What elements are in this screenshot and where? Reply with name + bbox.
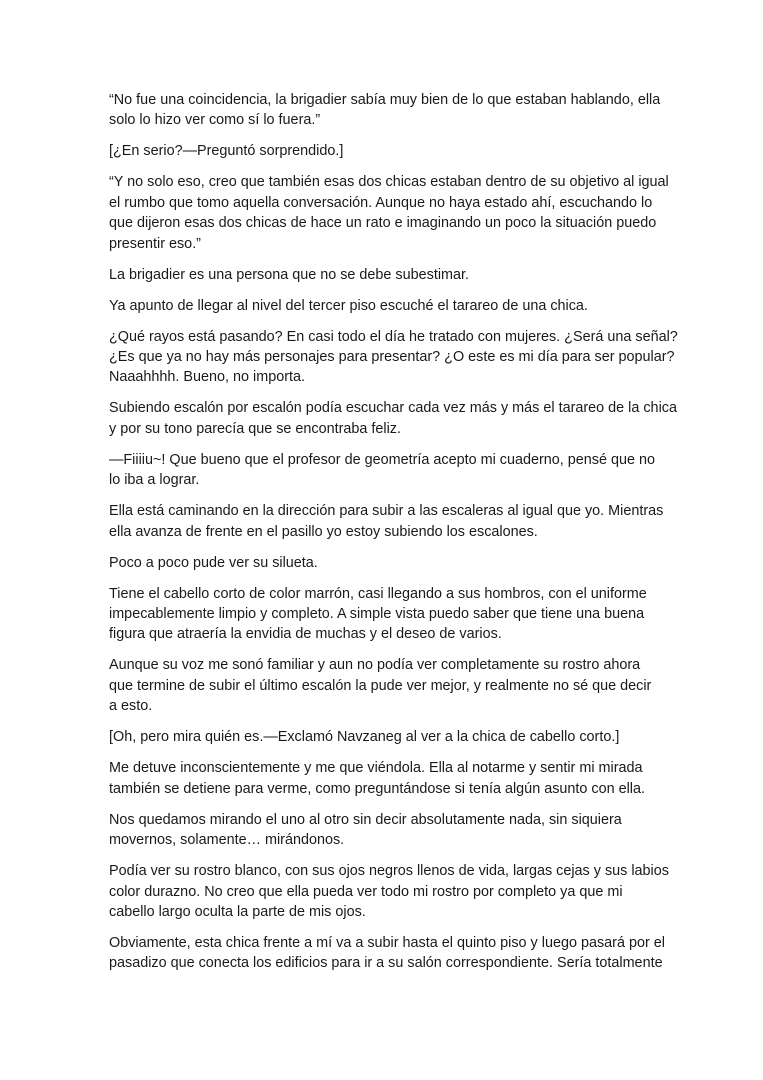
paragraph — [109, 296, 657, 316]
text-line: Ella está caminando en la dirección para subir a las escaleras al igual que yo. Mientras — [109, 503, 664, 520]
text-line: movernos, solamente… mirándonos. — [109, 832, 345, 849]
text-line: figura que atraería la envidia de muchas y el deseo de varios. — [109, 626, 502, 643]
text-line: lo iba a lograr. — [109, 472, 200, 489]
text-line: que dijeron esas dos chicas de hace un rato e imaginando un poco la situación puedo — [109, 215, 657, 232]
paragraph — [109, 758, 657, 799]
paragraph — [109, 327, 678, 388]
text-line: a esto. — [109, 698, 153, 715]
paragraph — [109, 655, 657, 716]
text-line: Ya apunto de llegar al nivel del tercer piso escuché el tarareo de una chica. — [109, 297, 588, 314]
text-line: y por su tono parecía que se encontraba feliz. — [109, 420, 401, 437]
text-line: ¿Es que ya no hay más personajes para presentar? ¿O este es mi día para ser popular? — [109, 349, 675, 366]
paragraph — [109, 727, 657, 747]
text-line: que termine de subir el último escalón la pude ver mejor, y realmente no sé que decir — [109, 677, 652, 694]
paragraph — [109, 90, 661, 131]
text-line: Subiendo escalón por escalón podía escuchar cada vez más y más el tarareo de la chica — [109, 400, 677, 417]
paragraph — [109, 450, 657, 491]
text-line: “Y no solo eso, creo que también esas dos chicas estaban dentro de su objetivo al igual — [109, 174, 669, 191]
text-line: solo lo hizo ver como sí lo fuera.” — [109, 112, 321, 129]
paragraph — [109, 861, 669, 922]
text-line: Obviamente, esta chica frente a mí va a subir hasta el quinto piso y luego pasará por el — [109, 934, 665, 951]
text-line: también se detiene para verme, como preguntándose si tenía algún asunto con ella. — [109, 780, 645, 797]
text-line: color durazno. No creo que ella pueda ver todo mi rostro por completo ya que mi — [109, 883, 623, 900]
text-line: cabello largo oculta la parte de mis ojos. — [109, 903, 366, 920]
paragraph — [109, 141, 657, 161]
document-body — [109, 90, 678, 984]
text-line: pasadizo que conecta los edificios para ir a su salón correspondiente. Sería totalmente — [109, 955, 663, 972]
text-line: presentir eso.” — [109, 235, 201, 252]
text-line: Naaahhhh. Bueno, no importa. — [109, 369, 306, 386]
text-line: Me detuve inconscientemente y me que viéndola. Ella al notarme y sentir mi mirada — [109, 760, 643, 777]
text-line: Poco a poco pude ver su silueta. — [109, 554, 318, 571]
text-line: —Fiiiiu~! Que bueno que el profesor de geometría acepto mi cuaderno, pensé que no — [109, 451, 655, 468]
text-line: [¿En serio?—Preguntó sorprendido.] — [109, 143, 344, 160]
paragraph — [109, 810, 657, 851]
paragraph — [109, 172, 669, 254]
text-line: el rumbo que tomo aquella conversación. Aunque no haya estado ahí, escuchando lo — [109, 194, 653, 211]
paragraph — [109, 398, 677, 439]
text-line: “No fue una coincidencia, la brigadier sabía muy bien de lo que estaban hablando, ella — [109, 92, 661, 108]
paragraph — [109, 933, 665, 974]
paragraph — [109, 584, 657, 645]
text-line: ¿Qué rayos está pasando? En casi todo el día he tratado con mujeres. ¿Será una señal? — [109, 328, 678, 345]
text-line: ella avanza de frente en el pasillo yo estoy subiendo los escalones. — [109, 523, 538, 540]
text-line: Podía ver su rostro blanco, con sus ojos negros llenos de vida, largas cejas y sus labios — [109, 863, 669, 880]
paragraph — [109, 265, 657, 285]
paragraph — [109, 553, 657, 573]
text-line: [Oh, pero mira quién es.—Exclamó Navzaneg al ver a la chica de cabello corto.] — [109, 729, 620, 746]
paragraph — [109, 501, 664, 542]
text-line: Tiene el cabello corto de color marrón, casi llegando a sus hombros, con el uniforme — [109, 585, 647, 602]
text-line: impecablemente limpio y completo. A simple vista puedo saber que tiene una buena — [109, 606, 645, 623]
text-line: Aunque su voz me sonó familiar y aun no podía ver completamente su rostro ahora — [109, 657, 641, 674]
text-line: La brigadier es una persona que no se debe subestimar. — [109, 266, 470, 283]
text-line: Nos quedamos mirando el uno al otro sin decir absolutamente nada, sin siquiera — [109, 811, 622, 828]
